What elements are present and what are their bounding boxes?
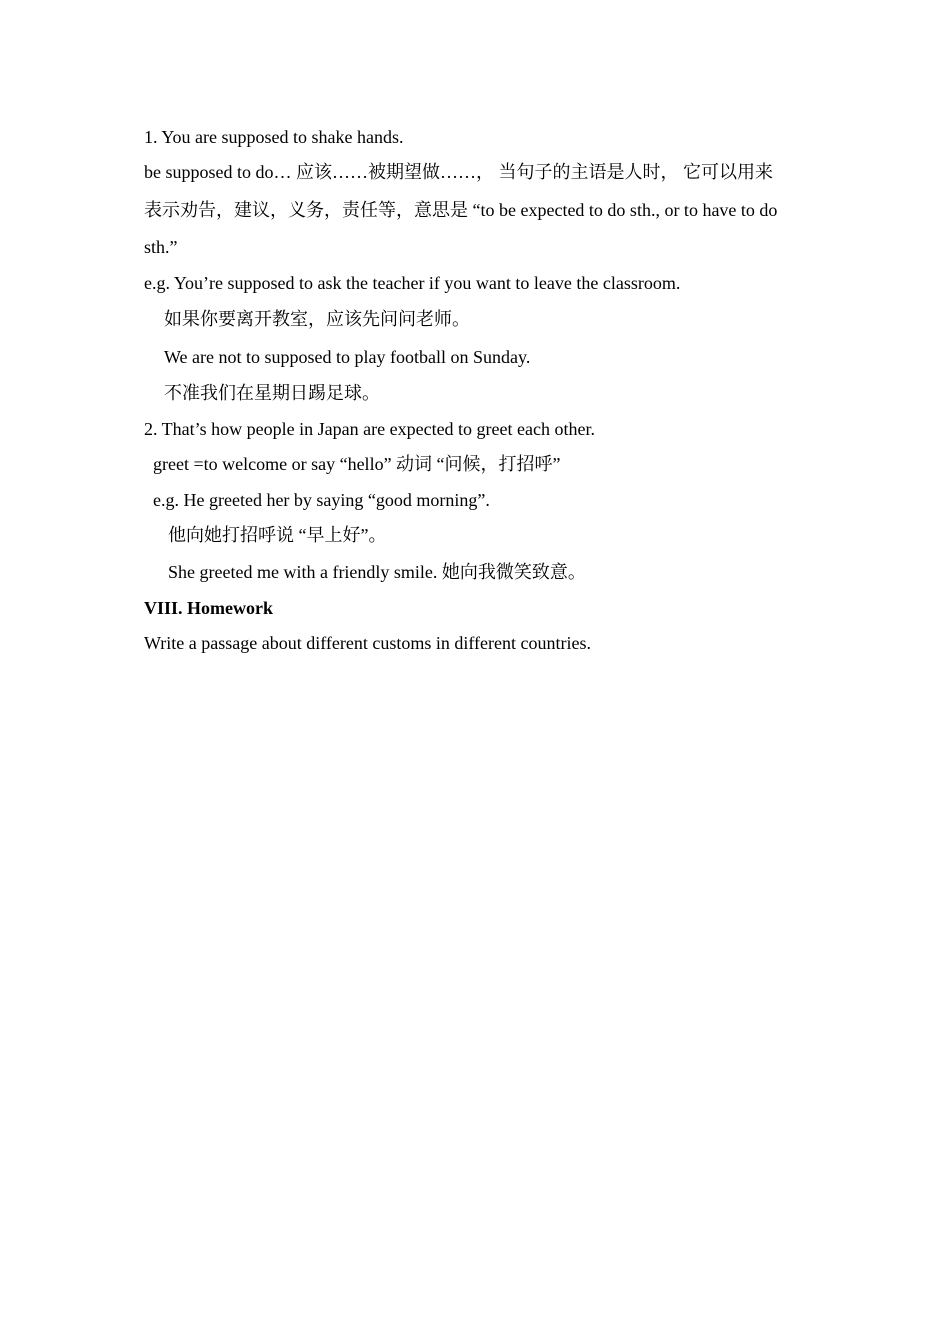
example-1-english: e.g. You’re supposed to ask the teacher if you want to leave the classroom.: [144, 273, 681, 293]
greet-definition: greet =to welcome or say “hello” 动词 “问候，打招呼”: [153, 454, 561, 474]
explanation-line-3: sth.”: [144, 237, 178, 257]
explanation-line-2: 表示劝告，建议，义务，责任等，意思是 “to be expected to do sth., or to have to do: [144, 200, 778, 220]
point-2-heading: 2. That’s how people in Japan are expected to greet each other.: [144, 419, 595, 439]
example-3-english: e.g. He greeted her by saying “good morning”.: [153, 490, 490, 510]
example-4: She greeted me with a friendly smile. 她向我微笑致意。: [168, 562, 586, 582]
section-heading-homework: VIII. Homework: [144, 598, 273, 618]
example-3-chinese: 他向她打招呼说 “早上好”。: [168, 525, 387, 545]
explanation-line-1: be supposed to do… 应该……被期望做……， 当句子的主语是人时， 它可以用来: [144, 162, 773, 182]
example-1-chinese: 如果你要离开教室，应该先问问老师。: [164, 309, 470, 329]
example-2-chinese: 不准我们在星期日踢足球。: [164, 383, 380, 403]
point-1-heading: 1. You are supposed to shake hands.: [144, 127, 404, 147]
homework-text: Write a passage about different customs in different countries.: [144, 633, 591, 653]
example-2-english: We are not to supposed to play football on Sunday.: [164, 347, 531, 367]
